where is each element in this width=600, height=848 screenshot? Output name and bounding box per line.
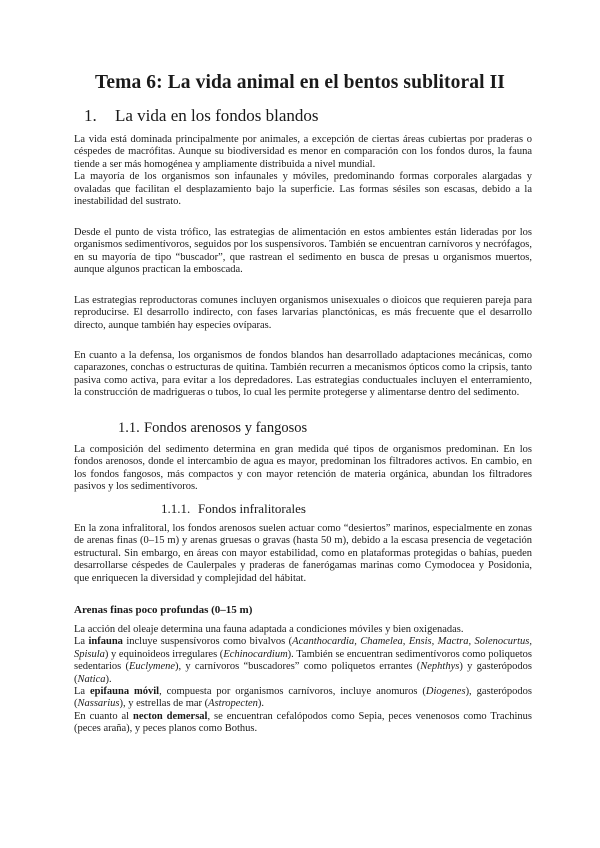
section-heading-text: Fondos arenosos y fangosos bbox=[144, 420, 308, 436]
paragraph: La composición del sedimento determina en gran medida qué tipos de organismos predominan. En los fondos arenosos, donde el intercambio de agua es mayor, predominan los filtradores activos. En cambio, en los fondos fangosos, más compactos y con mayor retención de materia orgánica, abundan los filtradores pasivos y los sedimentívoros. bbox=[74, 444, 532, 493]
document-title: Tema 6: La vida animal en el bentos sublitoral II bbox=[95, 72, 505, 93]
text-run: ). También se encuentran sedimentívoros como poliquetos sedentarios ( bbox=[74, 648, 532, 673]
text-run: ), y estrellas de mar ( bbox=[119, 698, 209, 710]
paragraph-infauna bbox=[74, 636, 532, 686]
species-name: Echinocardium bbox=[223, 648, 288, 660]
paragraph: En cuanto a la defensa, los organismos de fondos blandos han desarrollado adaptaciones mecánicas, como caparazones, conchas o estructuras de quitina. También recurren a mecanismos ópticos como la cripsis, tanto pasiva como activa, para evitar a los depredadores. Las estrategias conductuales incluyen el enterramiento, la construcción de madrigueras o tubos, lo cual les permite protegerse y alimentarse dentro del sedimento. bbox=[74, 350, 532, 399]
section-number: 1.1.1. bbox=[161, 501, 191, 516]
section-heading-1-1-1 bbox=[161, 501, 306, 517]
section-heading-text: La vida en los fondos blandos bbox=[115, 106, 319, 125]
paragraph: En la zona infralitoral, los fondos arenosos suelen actuar como “desiertos” marinos, especialmente en zonas de arenas finas (0–15 m) y arenas gruesas o gravas (hasta 50 m), debido a la escasa presencia de vegetación estructural. Sin embargo, en áreas con mayor estabilidad, como en plataformas protegidas o bahías, pueden desarrollarse céspedes de Caulerpales y praderas de fanerógamas marinas como Cymodocea y Posidonia, que enriquecen la diversidad y complejidad del hábitat. bbox=[74, 523, 532, 584]
paragraph-epifauna bbox=[74, 686, 532, 711]
species-name: Astropecten bbox=[208, 698, 258, 710]
section-number: 1. bbox=[84, 106, 97, 125]
paragraph: La acción del oleaje determina una fauna adaptada a condiciones móviles y bien oxigenadas. bbox=[74, 624, 464, 635]
text-run: En cuanto al bbox=[74, 710, 133, 722]
bold-term: infauna bbox=[88, 636, 123, 648]
bold-term: necton demersal bbox=[132, 710, 208, 722]
text-run: La bbox=[74, 686, 90, 698]
text-run: ). bbox=[257, 698, 265, 710]
section-1-intro bbox=[74, 134, 532, 208]
text-run: ), y carnívoros “buscadores” como poliquetos errantes ( bbox=[175, 661, 421, 673]
text-run: , compuesta por organismos carnívoros, incluye anomuros ( bbox=[159, 686, 426, 698]
paragraph-necton bbox=[74, 711, 532, 736]
section-heading-1 bbox=[84, 106, 319, 126]
paragraph: Desde el punto de vista trófico, las estrategias de alimentación en estos ambientes están lideradas por los organismos sedimentívoros, seguidos por los suspensívoros. También se encuentran carnívoros y necrófagos, en su mayoría de tipo “buscador”, que rastrean el sedimento en busca de presas u organismos muertos, aunque algunos practican la emboscada. bbox=[74, 227, 532, 276]
text-run: ) y equinoideos irregulares ( bbox=[104, 648, 224, 660]
species-name: Nephthys bbox=[420, 661, 460, 673]
section-number: 1.1. bbox=[118, 420, 140, 436]
text-run: ), gasterópodos ( bbox=[74, 686, 532, 710]
species-name: Diogenes bbox=[425, 686, 466, 698]
paragraph: Las estrategias reproductoras comunes incluyen organismos unisexuales o dioicos que requieren pareja para reproducirse. El desarrollo indirecto, con fases larvarias planctónicas, es más frecuente que el desarrollo directo, aunque también hay especies ovíparas. bbox=[74, 295, 532, 331]
text-run: incluye suspensívoros como bivalvos ( bbox=[122, 636, 293, 648]
text-run: La bbox=[74, 636, 89, 648]
species-name: Nassarius bbox=[77, 698, 120, 710]
text-run: ). bbox=[105, 673, 112, 685]
subsection-heading: Arenas finas poco profundas (0–15 m) bbox=[74, 604, 253, 616]
arenas-section-body bbox=[74, 624, 532, 736]
species-name: Natica bbox=[77, 673, 106, 685]
species-name: Acanthocardia, Chamelea, Ensis, Mactra, Solenocurtus, Spisula bbox=[74, 636, 532, 660]
section-heading-1-1 bbox=[118, 420, 307, 437]
text-run: ) y gasterópodos ( bbox=[74, 661, 532, 685]
section-heading-text: Fondos infralitorales bbox=[198, 501, 306, 516]
species-name: Euclymene bbox=[128, 661, 176, 673]
text-run: , se encuentran cefalópodos como Sepia, peces venenosos como Trachinus (peces araña), y peces planos como Bothus. bbox=[74, 710, 532, 735]
paragraph: La vida está dominada principalmente por animales, a excepción de ciertas áreas cubiertas por praderas o céspedes de macrófitas. Aunque su biodiversidad es menor en comparación con los fondos duros, la fauna tiende a ser más homogénea y ampliamente distribuida a nivel mundial. bbox=[74, 134, 532, 170]
paragraph: La mayoría de los organismos son infaunales y móviles, predominando formas corporales alargadas y ovaladas que facilitan el desplazamiento bajo la superficie. Las formas sésiles son escasas, debido a la inestabilidad del sustrato. bbox=[74, 171, 532, 208]
bold-term: epifauna móvil bbox=[89, 686, 160, 698]
